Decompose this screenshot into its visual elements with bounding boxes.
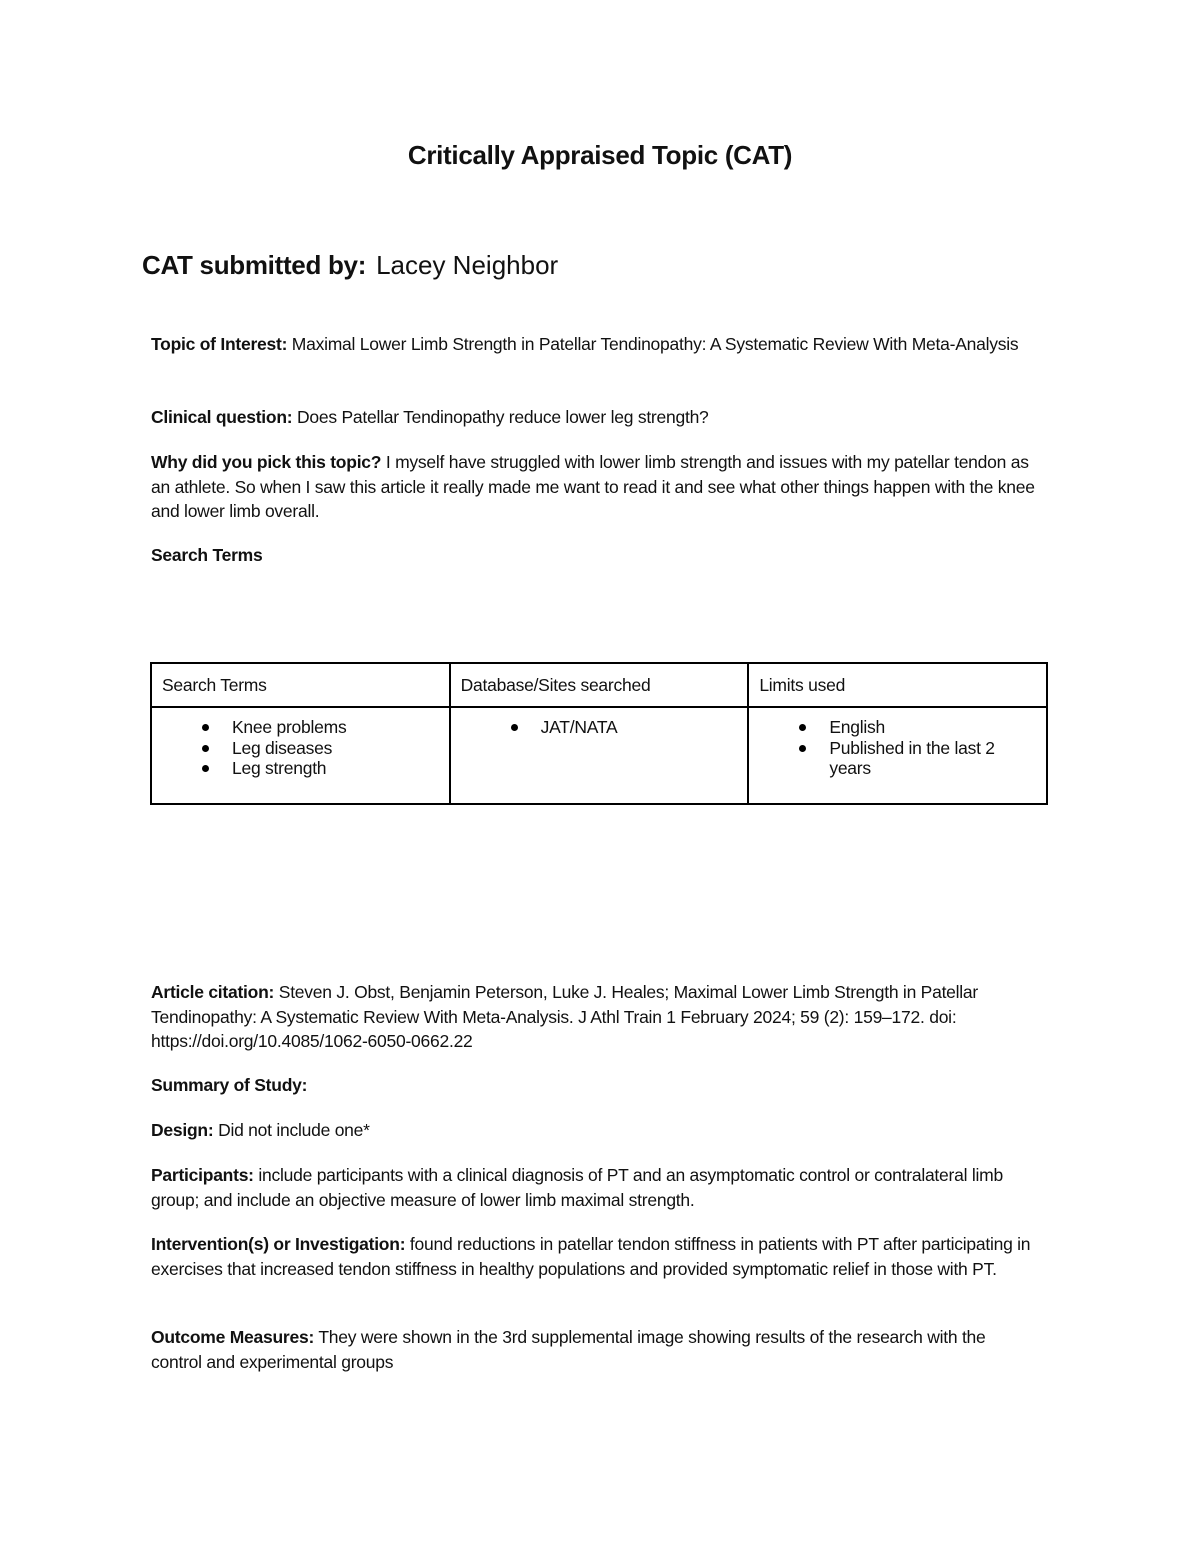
- outcome-measures: [151, 1325, 1031, 1374]
- intervention: [151, 1232, 1049, 1281]
- intervention-label: Intervention(s) or Investigation:: [151, 1234, 406, 1254]
- summary-heading: Summary of Study:: [151, 1075, 308, 1095]
- topic-text: Maximal Lower Limb Strength in Patellar Tendinopathy: A Systematic Review With Meta-Analysis: [291, 334, 1019, 354]
- list-item: JAT/NATA: [541, 717, 738, 738]
- topic-label: Topic of Interest:: [151, 334, 288, 354]
- limits-used-cell: [748, 707, 1047, 804]
- topic-of-interest: [151, 332, 1051, 357]
- why-label: Why did you pick this topic?: [151, 452, 382, 472]
- submitted-by-label: CAT submitted by:: [142, 250, 367, 280]
- limits-used-list: [759, 717, 1036, 779]
- intervention-text: found reductions in patellar tendon stiffness in patients with PT after participating in exercises that increased tendon stiffness in healthy populations and provided symptomatic relief in those with PT.: [151, 1234, 1031, 1279]
- table-row: [151, 707, 1047, 804]
- outcome-text: They were shown in the 3rd supplemental image showing results of the research with the control and experimental groups: [151, 1327, 986, 1372]
- table-header-row: [151, 663, 1047, 707]
- clinical-question-text: Does Patellar Tendinopathy reduce lower leg strength?: [296, 407, 709, 427]
- design-text: Did not include one*: [218, 1120, 370, 1140]
- header-search-terms: Search Terms: [151, 663, 450, 707]
- header-database-sites: Database/Sites searched: [450, 663, 749, 707]
- participants: [151, 1163, 1049, 1212]
- outcome-label: Outcome Measures:: [151, 1327, 315, 1347]
- submitted-by-name: Lacey Neighbor: [376, 250, 559, 280]
- design: [151, 1118, 1051, 1143]
- design-label: Design:: [151, 1120, 214, 1140]
- why-text: I myself have struggled with lower limb strength and issues with my patellar tendon as an athlete. So when I saw this article it really made me want to read it and see what other things happen with the knee and lower limb overall.: [151, 452, 1035, 521]
- list-item: English: [829, 717, 1036, 738]
- participants-label: Participants:: [151, 1165, 254, 1185]
- search-terms-table: [150, 662, 1048, 805]
- clinical-question-label: Clinical question:: [151, 407, 293, 427]
- list-item: Leg diseases: [232, 738, 439, 759]
- database-sites-cell: [450, 707, 749, 804]
- citation-text: Steven J. Obst, Benjamin Peterson, Luke J. Heales; Maximal Lower Limb Strength in Patellar Tendinopathy: A Systematic Review With Meta-Analysis. J Athl Train 1 February 2024; 59 (2): 159–172. doi: https://doi.org/10.4085/1062-6050-0662.22: [151, 982, 978, 1051]
- list-item: Leg strength: [232, 758, 439, 779]
- citation-label: Article citation:: [151, 982, 275, 1002]
- document-title: Critically Appraised Topic (CAT): [407, 140, 793, 170]
- header-limits-used: Limits used: [748, 663, 1047, 707]
- participants-text: include participants with a clinical diagnosis of PT and an asymptomatic control or contralateral limb group; and include an objective measure of lower limb maximal strength.: [151, 1165, 1003, 1210]
- article-citation: [151, 980, 1031, 1054]
- search-terms-cell: [151, 707, 450, 804]
- why-topic: [151, 450, 1046, 524]
- clinical-question: [151, 405, 1051, 430]
- search-terms-heading: Search Terms: [151, 545, 263, 565]
- list-item: Published in the last 2 years: [829, 738, 1036, 779]
- submitted-by-line: [142, 250, 558, 281]
- search-terms-list: [162, 717, 439, 779]
- list-item: Knee problems: [232, 717, 439, 738]
- database-sites-list: [461, 717, 738, 738]
